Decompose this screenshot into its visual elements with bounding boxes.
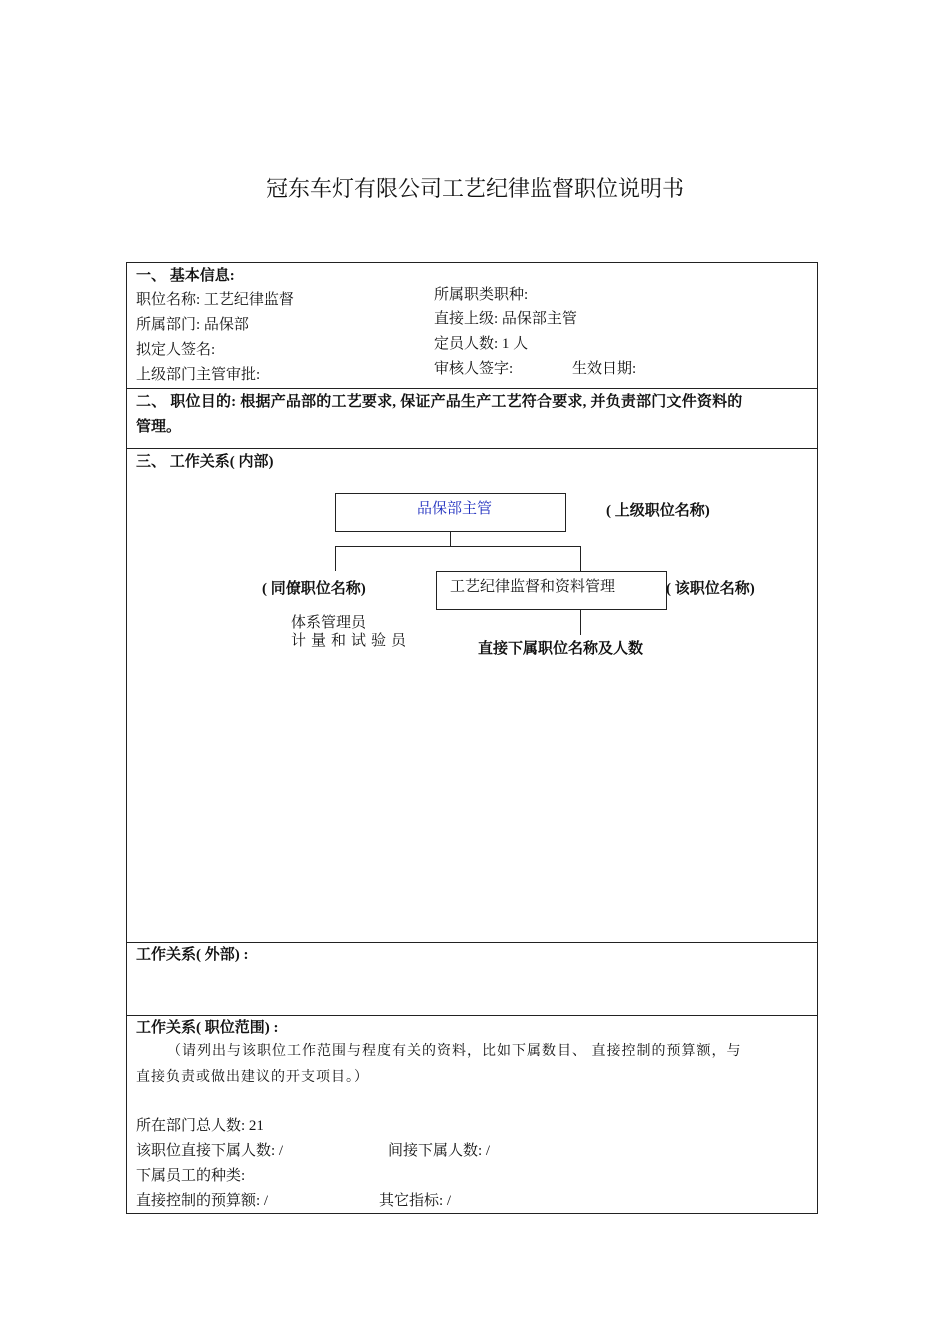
staff-types: 下属员工的种类: [136, 1168, 246, 1184]
job-category: 所属职类职种: [434, 287, 529, 303]
external-relations-heading: 工作关系( 外部) : [136, 947, 249, 963]
peer-position: 体系管理员 [291, 615, 367, 631]
scope-note-line2: 直接负责或做出建议的开支项目。） [136, 1070, 369, 1085]
row-divider [127, 942, 817, 943]
superior-label: ( 上级职位名称) [606, 503, 710, 519]
other-indicators: 其它指标: / [379, 1193, 452, 1209]
direct-budget: 直接控制的预算额: / [136, 1193, 269, 1209]
connector-line [580, 609, 581, 635]
scope-note-line1: （请列出与该职位工作范围与程度有关的资料，比如下属数目、 直接控制的预算额，与 [167, 1044, 742, 1059]
drafter-signature: 拟定人签名: [136, 342, 216, 358]
direct-superior: 直接上级: 品保部主管 [434, 311, 577, 327]
reviewer-signature: 审核人签字: [434, 361, 514, 377]
row-divider [127, 388, 817, 389]
position-name: 职位名称: 工艺纪律监督 [136, 292, 294, 308]
peer-label: ( 同僚职位名称) [262, 581, 366, 597]
position-purpose-line1: 二、 职位目的: 根据产品部的工艺要求, 保证产品生产工艺符合要求, 并负责部门文件资料的 [136, 394, 743, 410]
superior-approval: 上级部门主管审批: [136, 367, 261, 383]
position-label: ( 该职位名称) [666, 581, 755, 597]
position-box: 工艺纪律监督和资料管理 [436, 571, 667, 610]
peer-position: 计量和试验员 [291, 633, 412, 649]
row-divider [127, 448, 817, 449]
direct-subordinates: 该职位直接下属人数: / [136, 1143, 284, 1159]
connector-line [580, 546, 581, 572]
department: 所属部门: 品保部 [136, 317, 249, 333]
superior-box: 品保部主管 [335, 493, 566, 532]
row-divider [127, 1015, 817, 1016]
connector-line [335, 546, 581, 547]
section-internal-relations-heading: 三、 工作关系( 内部) [136, 454, 274, 470]
position-purpose-line2: 管理。 [136, 419, 182, 435]
indirect-subordinates: 间接下属人数: / [388, 1143, 491, 1159]
section-basic-info-heading: 一、 基本信息: [136, 268, 235, 284]
scope-heading: 工作关系( 职位范围) : [136, 1020, 279, 1036]
subordinate-label: 直接下属职位名称及人数 [478, 641, 644, 657]
effective-date: 生效日期: [572, 361, 637, 377]
dept-total-headcount: 所在部门总人数: 21 [136, 1118, 264, 1134]
page-title: 冠东车灯有限公司工艺纪律监督职位说明书 [265, 177, 684, 202]
connector-line [335, 546, 336, 571]
headcount: 定员人数: 1 人 [434, 336, 529, 352]
form-table [126, 262, 818, 1214]
connector-line [450, 531, 451, 547]
